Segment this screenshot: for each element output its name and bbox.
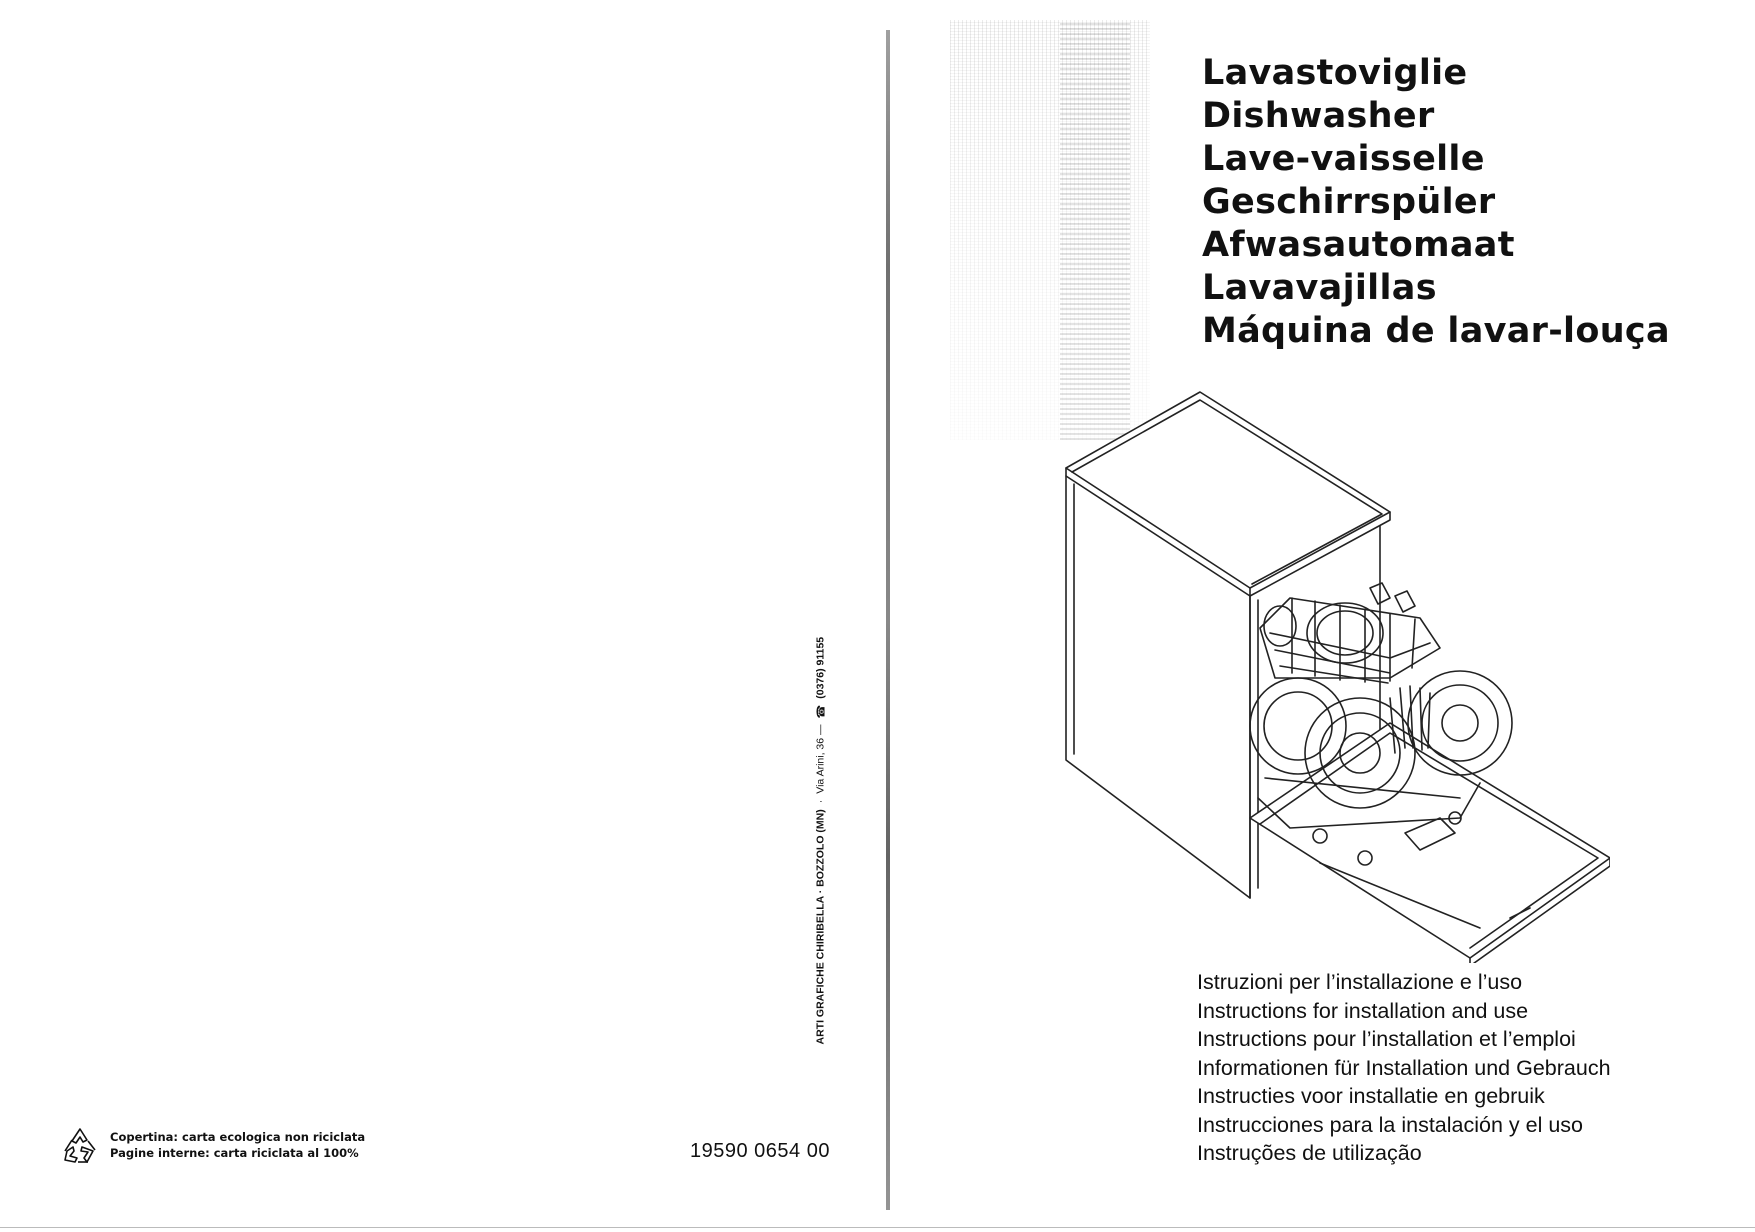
dishwasher-illustration bbox=[1060, 388, 1610, 963]
product-title-list bbox=[1202, 52, 1670, 353]
instructions-portuguese: Instruções de utilização bbox=[1197, 1141, 1422, 1165]
printer-address: Via Arini, 36 — bbox=[814, 724, 827, 794]
instructions-list bbox=[1197, 968, 1611, 1168]
instructions-dutch: Instructies voor installatie en gebruik bbox=[1197, 1084, 1545, 1108]
printer-name: ARTI GRAFICHE CHIRIBELLA · BOZZOLO (MN) bbox=[814, 809, 827, 1045]
printer-phone: (0376) 91155 bbox=[814, 636, 827, 699]
phone-icon: ☎ bbox=[815, 704, 827, 719]
document-number: 19590 0654 00 bbox=[690, 1140, 830, 1162]
instructions-french: Instructions pour l’installation et l’emploi bbox=[1197, 1027, 1576, 1051]
title-italian: Lavastoviglie bbox=[1202, 53, 1468, 93]
recycle-icon bbox=[60, 1125, 100, 1165]
title-spanish: Lavavajillas bbox=[1202, 268, 1437, 308]
inner-paper-note: Pagine interne: carta riciclata al 100% bbox=[110, 1146, 359, 1160]
title-german: Geschirrspüler bbox=[1202, 182, 1496, 222]
instructions-english: Instructions for installation and use bbox=[1197, 998, 1529, 1023]
title-english: Dishwasher bbox=[1202, 96, 1435, 136]
instructions-german: Informationen für Installation und Gebrauch bbox=[1197, 1055, 1611, 1080]
credit-separator: · bbox=[814, 799, 827, 804]
paper-note-block bbox=[60, 1125, 440, 1165]
instructions-italian: Istruzioni per l’installazione e l’uso bbox=[1197, 970, 1523, 994]
printer-credit bbox=[811, 600, 831, 1045]
cover-paper-note: Copertina: carta ecologica non riciclata bbox=[110, 1130, 366, 1144]
printer-credit-wrapper bbox=[810, 600, 830, 1045]
title-dutch: Afwasautomaat bbox=[1202, 225, 1515, 265]
bottom-edge-rule bbox=[0, 1227, 1755, 1228]
title-portuguese: Máquina de lavar-louça bbox=[1202, 311, 1670, 351]
title-french: Lave-vaisselle bbox=[1202, 139, 1485, 179]
instructions-spanish: Instrucciones para la instalación y el uso bbox=[1197, 1112, 1584, 1137]
